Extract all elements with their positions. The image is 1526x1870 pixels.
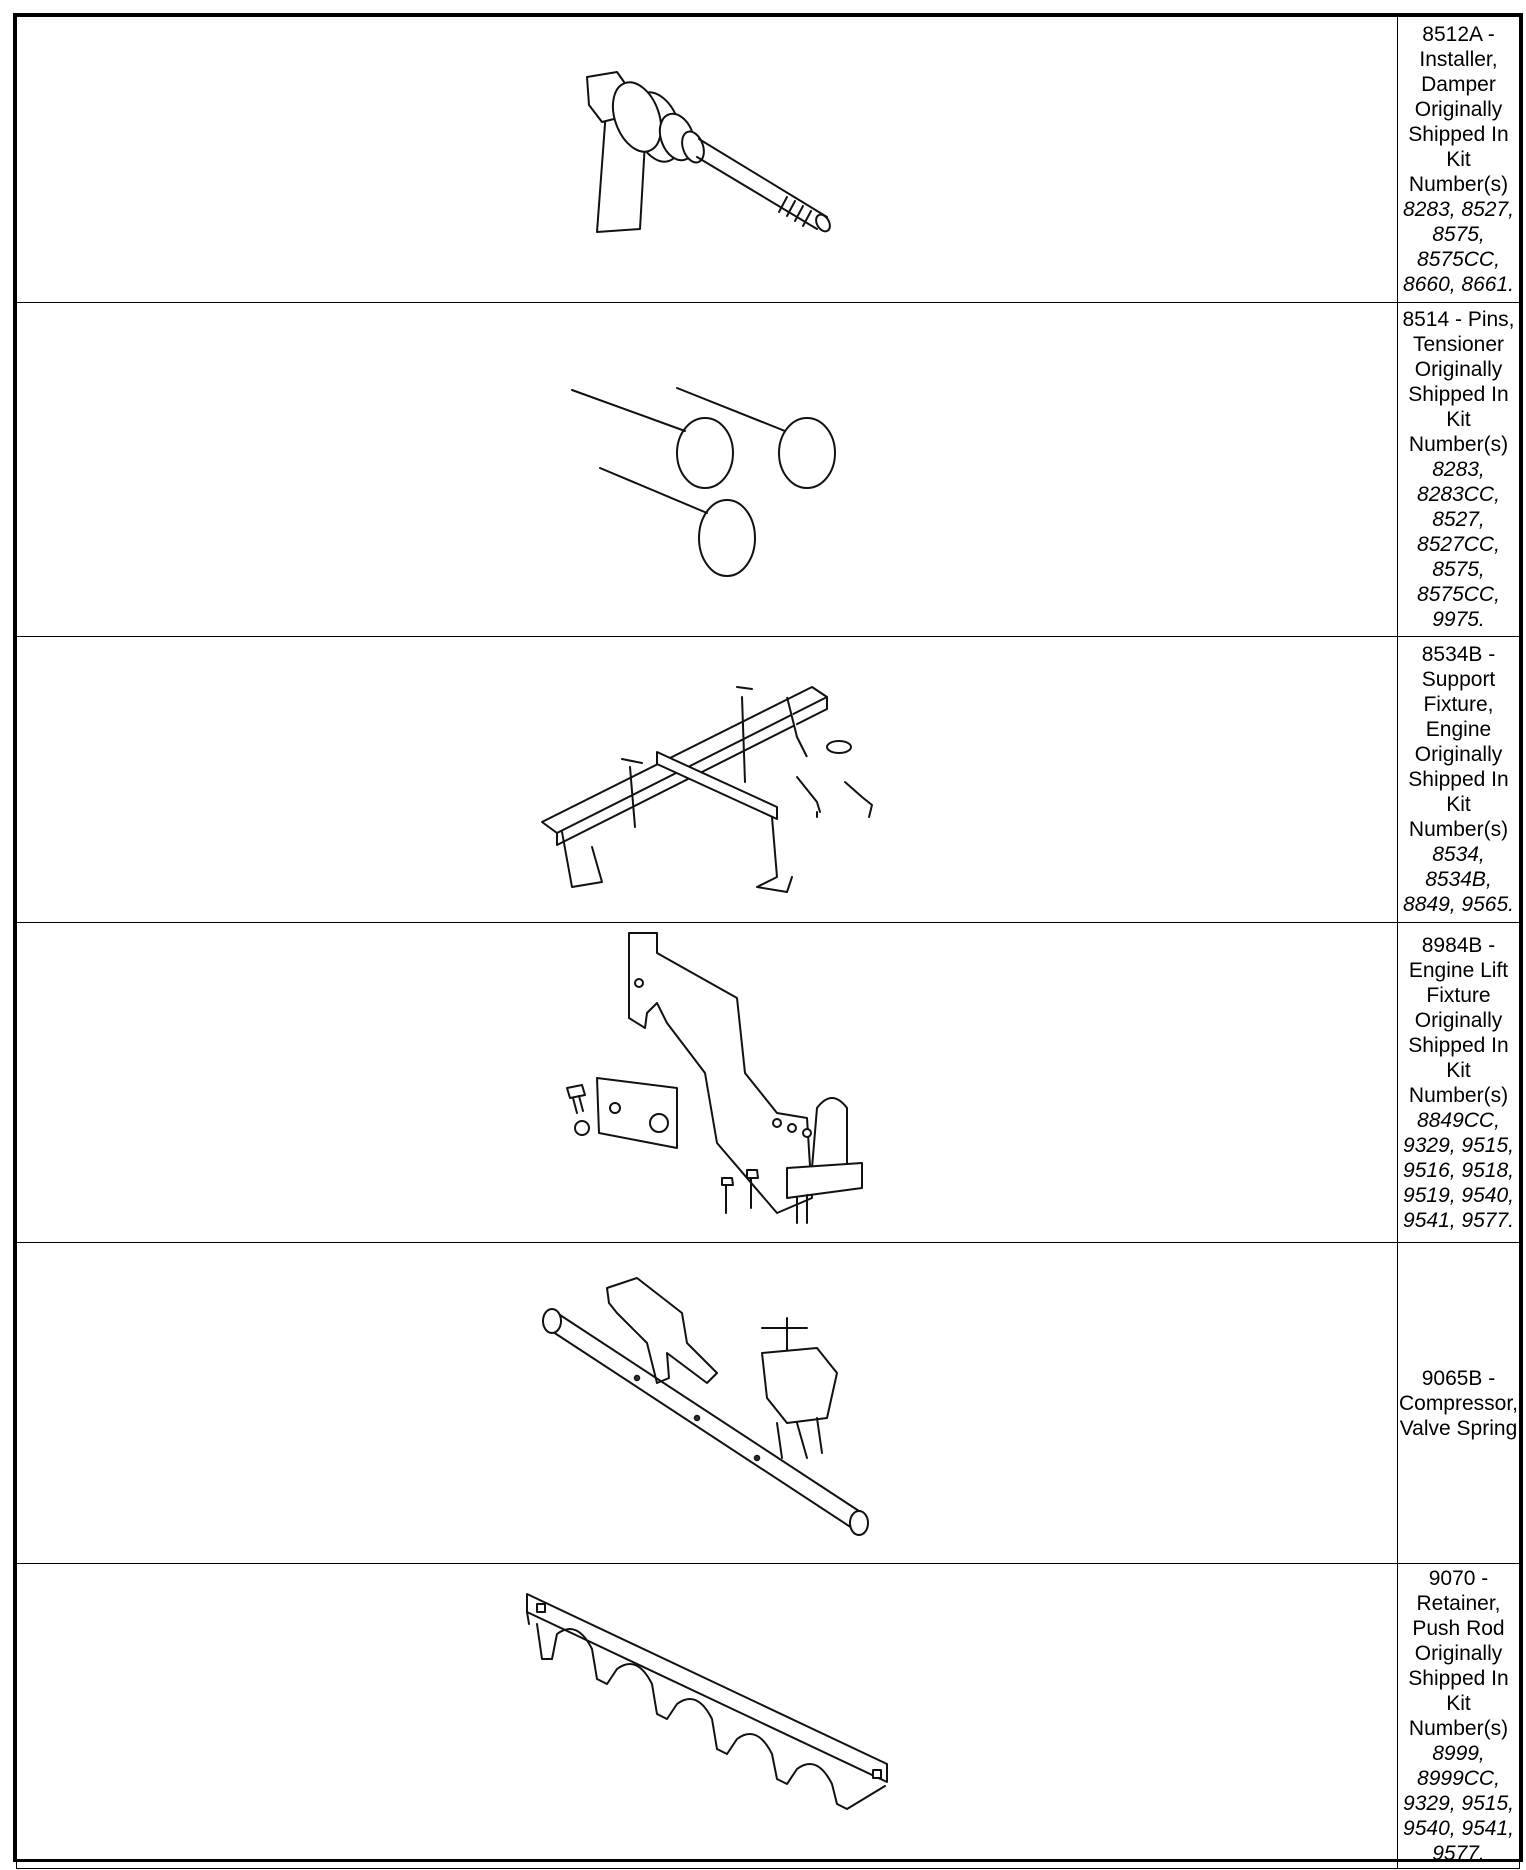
engine-support-fixture-illustration — [17, 637, 1397, 922]
table-row — [17, 637, 1520, 923]
kit-numbers: 9975. — [1432, 608, 1485, 631]
tool-title: Compressor, — [1398, 1391, 1519, 1415]
tool-title: 8512A - — [1422, 23, 1495, 46]
tool-title: 9070 - — [1428, 1567, 1489, 1590]
tool-title: Support — [1421, 668, 1496, 691]
tool-title: Push Rod — [1412, 1617, 1505, 1640]
kit-numbers: 8534B, — [1425, 868, 1492, 891]
table-row — [17, 923, 1520, 1243]
shipped-label: Originally — [1414, 1642, 1503, 1665]
kit-numbers: 9516, 9518, — [1403, 1158, 1514, 1182]
shipped-label: Originally — [1414, 1008, 1503, 1032]
shipped-label: Number(s) — [1408, 433, 1509, 456]
shipped-label: Kit — [1446, 408, 1471, 431]
tool-title: 8514 - Pins, — [1402, 308, 1515, 331]
kit-numbers: 8283, 8527, — [1403, 198, 1514, 221]
kit-numbers: 8527, — [1432, 508, 1485, 531]
kit-numbers: 8999CC, — [1417, 1767, 1500, 1790]
shipped-label: Shipped In — [1408, 383, 1509, 406]
table-row — [17, 303, 1520, 637]
tool-title: Installer, — [1419, 48, 1498, 71]
image-cell — [17, 1243, 1398, 1564]
shipped-label: Number(s) — [1408, 818, 1509, 841]
tool-title: Retainer, — [1416, 1592, 1501, 1615]
tool-description — [1398, 1564, 1520, 1869]
tool-title: Tensioner — [1412, 333, 1505, 356]
kit-numbers: 8534, — [1432, 843, 1485, 866]
image-cell — [17, 1564, 1398, 1869]
tensioner-pins-illustration — [17, 303, 1397, 636]
kit-numbers: 8575CC, — [1417, 248, 1500, 271]
shipped-label: Shipped In — [1408, 1033, 1509, 1057]
shipped-label: Originally — [1414, 358, 1503, 381]
engine-lift-fixture-illustration — [17, 923, 1397, 1242]
table-row — [17, 17, 1520, 303]
tool-description — [1398, 303, 1520, 637]
tool-title: Fixture — [1426, 983, 1491, 1007]
tool-title: 9065B - — [1421, 1366, 1496, 1390]
shipped-label: Number(s) — [1408, 173, 1509, 196]
kit-numbers: 8527CC, — [1417, 533, 1500, 556]
kit-numbers: 9329, 9515, — [1403, 1133, 1514, 1157]
image-cell — [17, 17, 1398, 303]
shipped-label: Kit — [1446, 1058, 1471, 1082]
image-cell — [17, 637, 1398, 923]
kit-numbers: 8575, — [1432, 558, 1485, 581]
kit-numbers: 8575, — [1432, 223, 1485, 246]
kit-numbers: 8283CC, — [1417, 483, 1500, 506]
kit-numbers: 8660, 8661. — [1403, 273, 1514, 296]
kit-numbers: 8849CC, — [1417, 1108, 1500, 1132]
shipped-label: Shipped In — [1408, 768, 1509, 791]
tool-description — [1398, 923, 1520, 1243]
damper-installer-illustration — [17, 17, 1397, 302]
tool-title: Engine Lift — [1408, 958, 1509, 982]
shipped-label: Originally — [1414, 98, 1503, 121]
tool-title: Valve Spring — [1399, 1416, 1518, 1440]
tool-description — [1398, 17, 1520, 303]
shipped-label: Kit — [1446, 1692, 1471, 1715]
tool-description — [1398, 1243, 1520, 1564]
valve-spring-compressor-illustration — [17, 1243, 1397, 1563]
kit-numbers: 9540, 9541, — [1403, 1817, 1514, 1840]
tool-title: 8984B - — [1421, 933, 1496, 957]
kit-numbers: 8999, — [1432, 1742, 1485, 1765]
kit-numbers: 8575CC, — [1417, 583, 1500, 606]
tool-catalog-sheet — [13, 13, 1523, 1865]
kit-numbers: 9519, 9540, — [1403, 1183, 1514, 1207]
kit-numbers: 8283, — [1432, 458, 1485, 481]
kit-numbers: 9329, 9515, — [1403, 1792, 1514, 1815]
shipped-label: Originally — [1414, 743, 1503, 766]
shipped-label: Kit — [1446, 148, 1471, 171]
kit-numbers: 9541, 9577. — [1403, 1208, 1514, 1232]
shipped-label: Kit — [1446, 793, 1471, 816]
kit-numbers: 8849, 9565. — [1403, 893, 1514, 916]
shipped-label: Shipped In — [1408, 1667, 1509, 1690]
tool-title: 8534B - — [1421, 643, 1496, 666]
tool-description — [1398, 637, 1520, 923]
push-rod-retainer-illustration — [17, 1564, 1397, 1868]
shipped-label: Shipped In — [1408, 123, 1509, 146]
special-tools-table — [16, 16, 1520, 1869]
image-cell — [17, 303, 1398, 637]
table-row — [17, 1243, 1520, 1564]
kit-numbers: 9577. — [1432, 1842, 1485, 1865]
shipped-label: Number(s) — [1408, 1083, 1509, 1107]
tool-title: Fixture, — [1423, 693, 1494, 716]
tool-title: Damper — [1421, 73, 1496, 96]
table-row — [17, 1564, 1520, 1869]
tool-title: Engine — [1425, 718, 1492, 741]
image-cell — [17, 923, 1398, 1243]
shipped-label: Number(s) — [1408, 1717, 1509, 1740]
